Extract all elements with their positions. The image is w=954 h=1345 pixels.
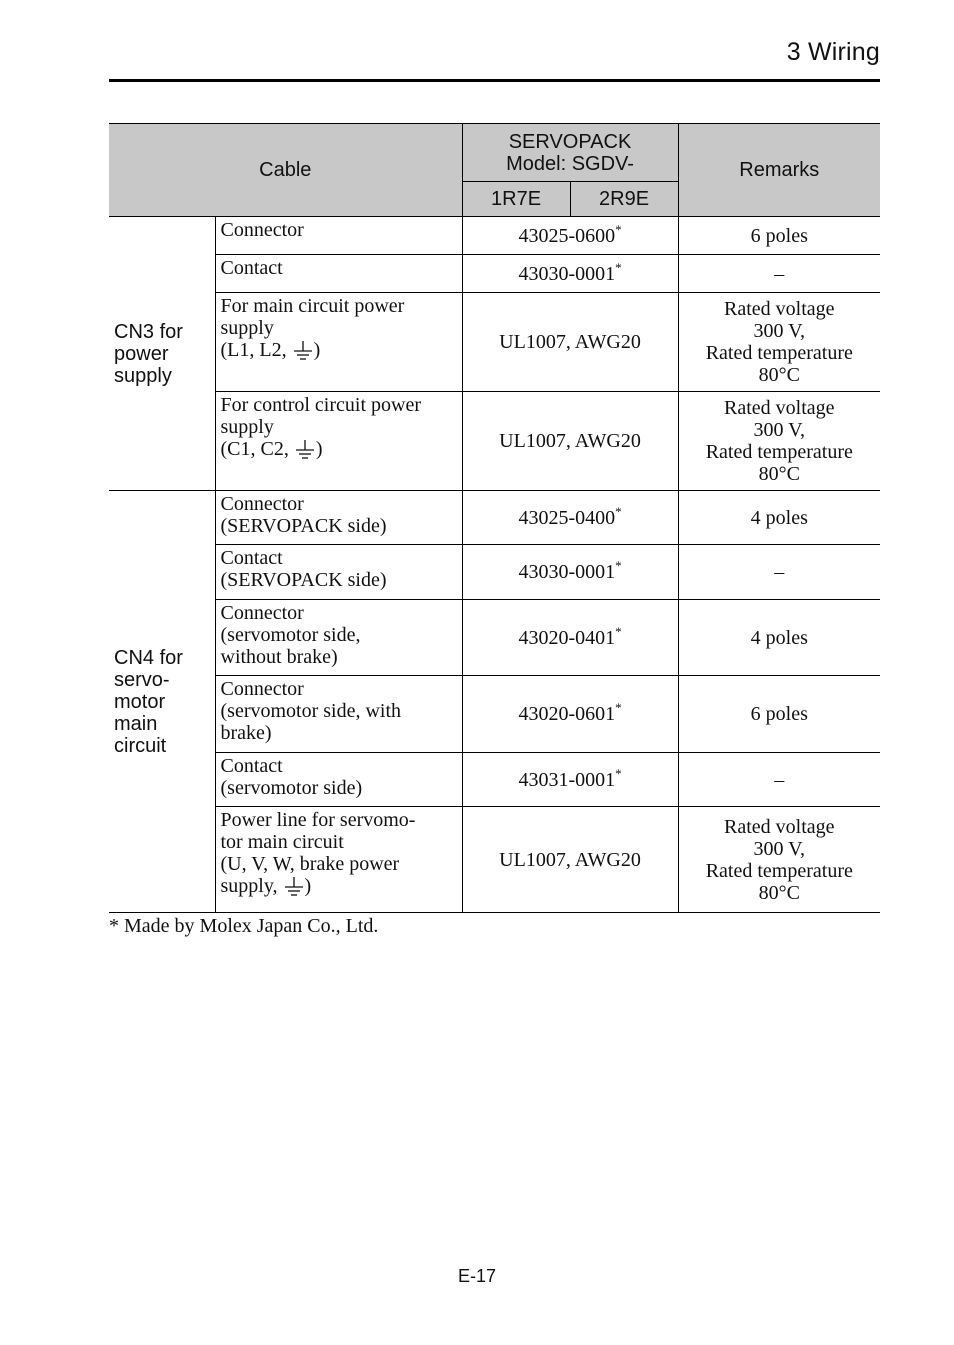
- table-row: [109, 600, 880, 676]
- footnote-mark: *: [615, 558, 622, 573]
- item-line-text: For main circuit power: [220, 295, 405, 317]
- item-line-text: Power line for servomo-: [220, 809, 416, 831]
- item-line-text: (C1, C2,: [220, 438, 294, 460]
- cable-item: [215, 600, 462, 676]
- remark: [678, 753, 880, 807]
- item-line: [221, 624, 458, 646]
- item-line-text: Contact: [220, 547, 283, 569]
- model-number: [462, 807, 678, 913]
- item-line: [221, 777, 458, 799]
- item-line-text: (servomotor side, with: [220, 700, 402, 722]
- remark-line: Rated temperature: [705, 342, 853, 364]
- remark: [678, 676, 880, 753]
- table-row: [109, 753, 880, 807]
- model-number: [462, 255, 678, 293]
- group-label-line: CN4 for: [114, 646, 183, 669]
- remark: [678, 600, 880, 676]
- remark: [678, 807, 880, 913]
- item-line: [221, 416, 458, 438]
- item-line-text: tor main circuit: [220, 831, 344, 853]
- cable-item: [215, 676, 462, 753]
- item-line-text: supply,: [220, 875, 283, 897]
- cable-item: [215, 217, 462, 255]
- item-line-text: Contact: [220, 257, 283, 279]
- section-title: 3 Wiring: [786, 38, 880, 66]
- item-line-text: Connector: [220, 493, 304, 515]
- footnote-mark: *: [615, 503, 622, 519]
- item-line: [221, 547, 458, 569]
- model-number-text: UL1007, AWG20: [499, 331, 641, 353]
- model-number: [462, 545, 678, 600]
- footnote-mark: *: [615, 765, 622, 781]
- cable-item: [215, 293, 462, 392]
- remark-line: 300 V,: [753, 837, 806, 860]
- page-number: E-17: [457, 1266, 497, 1286]
- header-servopack-line2: Model: SGDV-: [506, 152, 634, 175]
- item-line-tail: ): [315, 438, 323, 460]
- item-line: [221, 394, 458, 416]
- item-line-text: Connector: [220, 219, 304, 241]
- item-line-text: Connector: [220, 678, 304, 700]
- cable-item: [215, 545, 462, 600]
- remark-line: Rated voltage: [724, 397, 835, 419]
- remark-line: 6 poles: [750, 224, 808, 247]
- table-row: [109, 676, 880, 753]
- item-line-text: (SERVOPACK side): [220, 515, 387, 537]
- header-model-1r7e: 1R7E: [462, 182, 570, 217]
- remark-line: 4 poles: [750, 626, 808, 649]
- model-number: [462, 676, 678, 753]
- remark-line: 300 V,: [753, 419, 806, 441]
- model-number-text: 43031-0001: [518, 768, 616, 791]
- model-number: [462, 392, 678, 491]
- footnote-mark: *: [615, 221, 622, 237]
- remark-line: Rated temperature: [705, 859, 853, 882]
- ground-symbol-icon: [283, 875, 305, 897]
- table-row: [109, 392, 880, 491]
- footnote-mark: *: [615, 623, 622, 639]
- cable-item: [215, 807, 462, 913]
- cable-item: [215, 392, 462, 491]
- item-line: [221, 219, 458, 241]
- model-number-text: 43030-0001: [518, 561, 616, 583]
- item-line-text: For control circuit power: [220, 394, 421, 416]
- item-line-text: Contact: [220, 755, 283, 777]
- group-label-line: CN3 for: [114, 320, 183, 343]
- remark-line: 80°C: [758, 364, 800, 386]
- footnote: * Made by Molex Japan Co., Ltd.: [109, 915, 379, 937]
- model-number: [462, 293, 678, 392]
- model-number-text: 43025-0400: [518, 506, 616, 529]
- footnote-mark: *: [615, 700, 622, 715]
- item-line: [221, 515, 458, 537]
- cable-group-label: [109, 217, 215, 491]
- table-body: [109, 217, 880, 913]
- ground-symbol-icon: [292, 339, 314, 361]
- model-number-text: 43030-0001: [518, 262, 616, 285]
- model-number-text: 43020-0601: [518, 703, 616, 725]
- item-line: [221, 678, 458, 700]
- wiring-spec-table: [109, 123, 880, 913]
- group-label-line: power: [114, 342, 169, 365]
- remark-line: 6 poles: [750, 703, 808, 725]
- remark-line: Rated voltage: [724, 815, 835, 838]
- remark-line: –: [774, 768, 785, 791]
- remark-line: 4 poles: [750, 506, 808, 529]
- header-model-2r9e: 2R9E: [570, 182, 678, 217]
- item-line-text: supply: [220, 416, 274, 438]
- item-line-text: (L1, L2,: [220, 339, 292, 361]
- remark-line: 80°C: [758, 463, 800, 485]
- header-servopack: [462, 124, 678, 182]
- header-cable: Cable: [109, 124, 462, 217]
- model-number: [462, 753, 678, 807]
- item-line: [221, 602, 458, 624]
- item-line: [221, 569, 458, 591]
- remark-line: –: [774, 561, 785, 583]
- model-number: [462, 491, 678, 545]
- item-line: [221, 339, 458, 361]
- item-line: [221, 646, 458, 668]
- group-label-line: supply: [114, 364, 172, 387]
- table-row: [109, 217, 880, 255]
- item-line-tail: ): [304, 875, 312, 897]
- group-label-line: servo-: [114, 668, 170, 691]
- item-line: [221, 755, 458, 777]
- item-line: [221, 831, 458, 853]
- item-line: [221, 722, 458, 744]
- cable-item: [215, 255, 462, 293]
- ground-symbol-icon: [294, 438, 316, 460]
- item-line-text: (SERVOPACK side): [220, 569, 387, 591]
- item-line-text: Connector: [220, 602, 304, 624]
- footnote-mark: *: [615, 259, 622, 275]
- remark-line: 80°C: [758, 881, 800, 904]
- remark-line: Rated voltage: [724, 298, 835, 320]
- remark: [678, 392, 880, 491]
- model-number: [462, 600, 678, 676]
- cable-item: [215, 491, 462, 545]
- item-line: [221, 700, 458, 722]
- remark-line: –: [774, 262, 785, 285]
- model-number-text: UL1007, AWG20: [499, 430, 641, 452]
- item-line: [221, 295, 458, 317]
- item-line: [221, 257, 458, 279]
- header-remarks: Remarks: [678, 124, 880, 217]
- remark: [678, 255, 880, 293]
- table-row: [109, 807, 880, 913]
- table-row: [109, 491, 880, 545]
- remark: [678, 217, 880, 255]
- remark: [678, 293, 880, 392]
- group-label-line: main: [114, 712, 158, 735]
- cable-group-label: [109, 491, 215, 913]
- item-line-text: (servomotor side,: [220, 624, 361, 646]
- item-line: [221, 317, 458, 339]
- table-row: [109, 255, 880, 293]
- remark: [678, 545, 880, 600]
- model-number: [462, 217, 678, 255]
- remark: [678, 491, 880, 545]
- model-number-text: UL1007, AWG20: [499, 848, 641, 871]
- remark-line: 300 V,: [753, 320, 806, 342]
- header-rule: [109, 79, 880, 82]
- item-line: [221, 853, 458, 875]
- model-number-text: 43025-0600: [518, 224, 616, 247]
- cable-item: [215, 753, 462, 807]
- group-label-line: circuit: [114, 734, 167, 757]
- header-servopack-line1: SERVOPACK: [508, 130, 632, 153]
- model-number-text: 43020-0401: [518, 626, 616, 649]
- remark-line: Rated temperature: [705, 441, 853, 463]
- item-line-text: (servomotor side): [220, 777, 363, 799]
- item-line-text: (U, V, W, brake power: [220, 853, 400, 875]
- item-line: [221, 438, 458, 460]
- item-line-tail: ): [313, 339, 321, 361]
- table-row: [109, 293, 880, 392]
- item-line-text: without brake): [220, 646, 338, 668]
- item-line-text: supply: [220, 317, 274, 339]
- table-row: [109, 545, 880, 600]
- item-line: [221, 875, 458, 897]
- item-line: [221, 493, 458, 515]
- group-label-line: motor: [114, 690, 166, 713]
- item-line-text: brake): [220, 722, 272, 744]
- item-line: [221, 809, 458, 831]
